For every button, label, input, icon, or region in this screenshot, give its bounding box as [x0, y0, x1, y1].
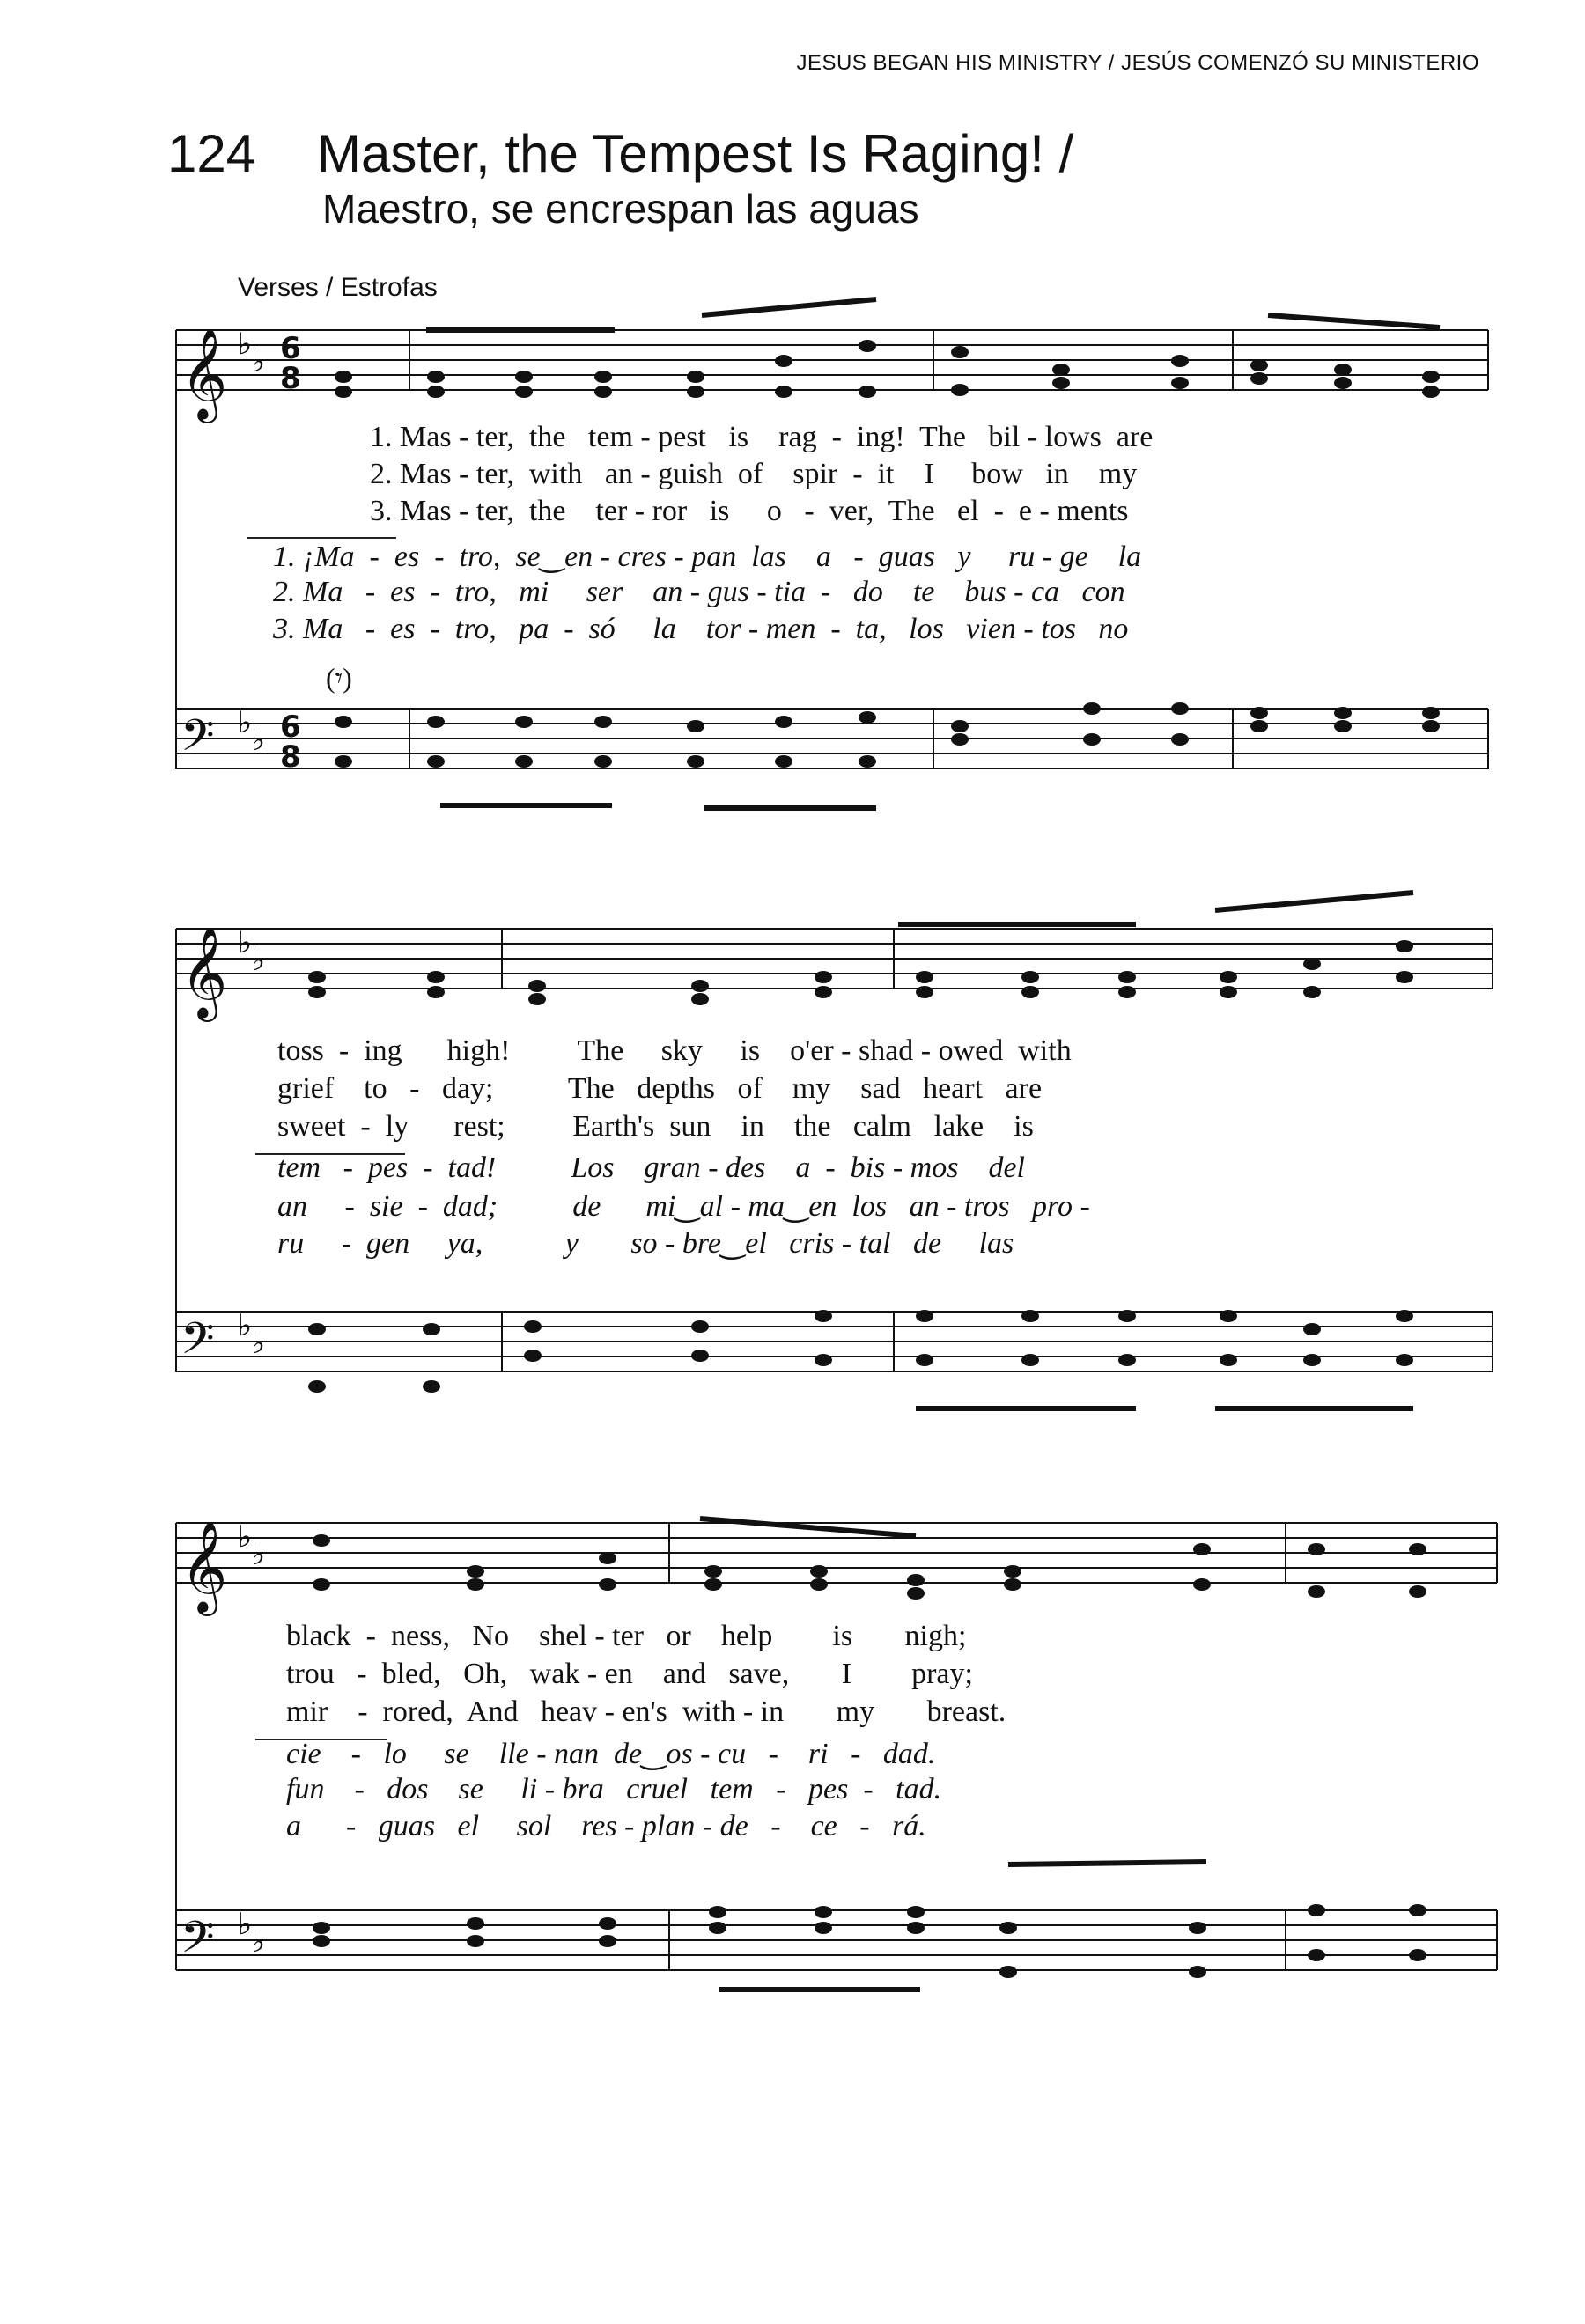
- svg-text:♭: ♭: [238, 327, 253, 362]
- s1-spanish-line-1: 1. ¡Ma - es - tro, se‿en - cres - pan las a - guas y ru - ge la: [273, 541, 1142, 573]
- svg-text:6: 6: [280, 331, 301, 366]
- s1-english-line-2: 2. Mas - ter, with an - guish of spir - it I bow in my: [370, 458, 1138, 490]
- rest-mark: (𝄾): [326, 662, 352, 694]
- s1-spanish-line-2: 2. Ma - es - tro, mi ser an - gus - tia - do te bus - ca con: [273, 576, 1125, 608]
- svg-text:♭: ♭: [238, 1308, 253, 1343]
- s1-english-line-1: 1. Mas - ter, the tem - pest is rag - ing! The bil - lows are: [370, 421, 1154, 453]
- treble-clef-icon: 𝄞: [181, 926, 228, 1019]
- system1-treble-staff: [176, 330, 1488, 390]
- svg-text:♭: ♭: [238, 705, 253, 740]
- s2-english-line-3: sweet - ly rest; Earth's sun in the calm lake is: [277, 1110, 1034, 1143]
- running-header: JESUS BEGAN HIS MINISTRY / JESÚS COMENZÓ SU MINISTERIO: [796, 51, 1479, 75]
- svg-text:6: 6: [280, 710, 301, 745]
- svg-text:♭: ♭: [251, 1537, 266, 1572]
- s2-spanish-line-3: ru - gen ya, y so - bre‿el cris - tal de las: [277, 1227, 1014, 1260]
- s3-english-line-2: trou - bled, Oh, wak - en and save, I pray;: [286, 1658, 973, 1690]
- s3-spanish-line-1: cie - lo se lle - nan de‿os - cu - ri - dad.: [286, 1738, 936, 1770]
- system3-bass-staff: [176, 1910, 1497, 1970]
- s3-spanish-line-3: a - guas el sol res - plan - de - ce - rá.: [286, 1810, 926, 1842]
- treble-clef-icon: 𝄞: [181, 1520, 228, 1613]
- s2-english-line-1: toss - ing high! The sky is o'er - shad - owed with: [277, 1034, 1072, 1067]
- s1-spanish-line-3: 3. Ma - es - tro, pa - só la tor - men - ta, los vien - tos no: [273, 613, 1129, 645]
- svg-text:♭: ♭: [238, 1907, 253, 1942]
- bass-clef-icon: 𝄢: [181, 1912, 215, 1974]
- svg-text:8: 8: [280, 739, 301, 775]
- s3-english-line-1: black - ness, No shel - ter or help is nigh;: [286, 1620, 967, 1652]
- svg-text:♭: ♭: [251, 943, 266, 978]
- section-label: Verses / Estrofas: [238, 273, 438, 302]
- hymn-subtitle: Maestro, se encrespan las aguas: [322, 186, 919, 232]
- system1-bass-staff: [176, 709, 1488, 769]
- s2-spanish-line-1: tem - pes - tad! Los gran - des a - bis - mos del: [277, 1151, 1025, 1184]
- svg-text:♭: ♭: [251, 723, 266, 758]
- svg-text:♭: ♭: [238, 925, 253, 960]
- s2-spanish-line-2: an - sie - dad; de mi‿al - ma‿en los an - tros pro -: [277, 1190, 1090, 1223]
- svg-text:♭: ♭: [251, 1924, 266, 1960]
- s2-english-line-2: grief to - day; The depths of my sad heart are: [277, 1072, 1043, 1105]
- svg-text:♭: ♭: [238, 1519, 253, 1555]
- system2-treble-staff: [176, 929, 1493, 989]
- s3-english-line-3: mir - rored, And heav - en's with - in my breast.: [286, 1695, 1006, 1728]
- svg-text:♭: ♭: [251, 1326, 266, 1361]
- s3-spanish-line-2: fun - dos se li - bra cruel tem - pes - tad.: [286, 1773, 942, 1806]
- treble-clef-icon: 𝄞: [181, 327, 228, 420]
- bass-clef-icon: 𝄢: [181, 710, 215, 772]
- svg-text:8: 8: [280, 361, 301, 396]
- s1-english-line-3: 3. Mas - ter, the ter - ror is o - ver, The el - e - ments: [370, 495, 1129, 527]
- svg-text:♭: ♭: [251, 344, 266, 379]
- bass-clef-icon: 𝄢: [181, 1313, 215, 1375]
- system2-bass-staff: [176, 1312, 1493, 1372]
- hymn-number: 124: [167, 124, 256, 183]
- hymn-title: Master, the Tempest Is Raging! /: [317, 124, 1074, 183]
